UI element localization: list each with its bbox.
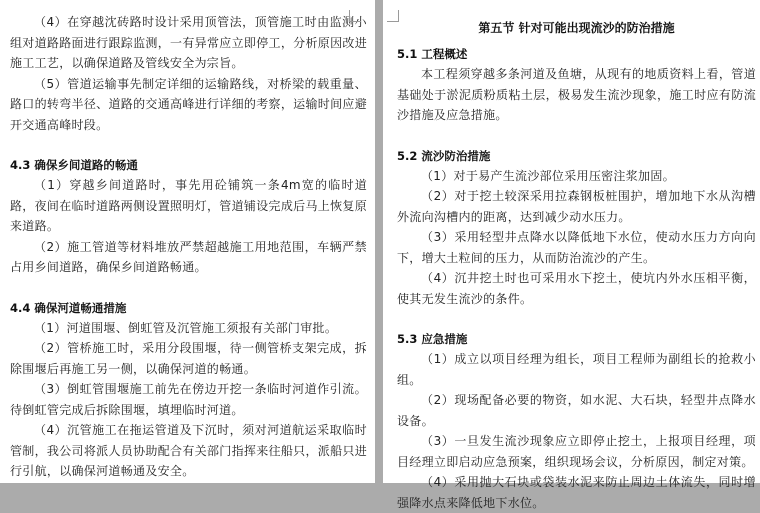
paragraph: （4）在穿越沈砖路时设计采用顶管法，顶管施工时由监测小组对道路路面进行跟踪监测，一有异常应立即停工，分析原因改进施工工艺，以确保道路及管线安全为宗旨。 <box>10 15 367 70</box>
paragraph: （3）倒虹管围堰施工前先在傍边开挖一条临时河道作引流。待倒虹管完成后拆除围堰，填埋临时河道。 <box>10 382 367 417</box>
paragraph: （4）沉井挖土时也可采用水下挖土，使坑内外水压相平衡，使其无发生流沙的条件。 <box>397 271 756 306</box>
paragraph: （1）成立以项目经理为组长，项目工程师为副组长的抢救小组。 <box>397 352 756 387</box>
paragraph: （1）河道围堰、倒虹管及沉管施工须报有关部门审批。 <box>34 320 338 335</box>
section-heading-4-3: 4.3 确保乡间道路的畅通 <box>10 158 138 172</box>
paragraph: （3）采用轻型井点降水以降低地下水位，使动水压力方向向下，增大土粒间的压力，从而防治流沙的产生。 <box>397 230 756 265</box>
section-heading-5-1: 5.1 工程概述 <box>397 47 468 61</box>
section-heading-5-3: 5.3 应急措施 <box>397 332 468 346</box>
page-corner-marker <box>387 10 399 22</box>
paragraph: （1）穿越乡间道路时，事先用砼铺筑一条4m宽的临时道路，夜间在临时道路两侧设置照明灯，管道铺设完成后马上恢复原来道路。 <box>10 178 367 233</box>
spacer <box>10 135 367 155</box>
spacer <box>10 278 367 298</box>
paragraph: （2）施工管道等材料堆放严禁超越施工用地范围，车辆严禁占用乡间道路，确保乡间道路畅通。 <box>10 239 367 274</box>
spacer <box>397 126 756 146</box>
document-page-right <box>383 0 760 510</box>
spacer <box>397 309 756 329</box>
chapter-title: 第五节 针对可能出现流沙的防治措施 <box>478 21 675 35</box>
paragraph: （5）管道运输事先制定详细的运输路线，对桥梁的载重量、路口的转弯半径、道路的交通高峰进行详细的考察，运输时间应避开交通高峰时段。 <box>10 76 367 132</box>
paragraph: （2）现场配备必要的物资，如水泥、大石块，轻型井点降水设备。 <box>397 393 756 428</box>
paragraph: （4）采用抛大石块或袋装水泥来防止周边土体流失，同时增强降水点来降低地下水位。 <box>397 475 756 510</box>
paragraph: 本工程须穿越多条河道及鱼塘，从现有的地质资料上看，管道基础处于淤泥质粉质粘土层，极易发生流沙现象，施工时应有防流沙措施及应急措施。 <box>397 67 756 122</box>
paragraph: （1）对于易产生流沙部位采用压密注浆加固。 <box>421 168 675 183</box>
paragraph: （2）对于挖土较深采用拉森钢板桩围护，增加地下水从沟槽外流向沟槽内的距离，达到减少动水压力。 <box>397 189 756 224</box>
section-heading-5-2: 5.2 流沙防治措施 <box>397 148 491 163</box>
paragraph: （2）管桥施工时，采用分段围堰，待一侧管桥支架完成，拆除围堰后再施工另一侧，以确保河道的畅通。 <box>10 341 367 376</box>
paragraph: （4）沉管施工在拖运管道及下沉时，须对河道航运采取临时管制，我公司将派人员协助配合有关部门指挥来往船只，派船只进行引航，以确保河道畅通及安全。 <box>10 423 367 478</box>
document-page-left <box>0 0 375 483</box>
section-heading-4-4: 4.4 确保河道畅通措施 <box>10 300 127 315</box>
paragraph: （3）一旦发生流沙现象应立即停止挖土，上报项目经理，项目经理立即启动应急预案，组织现场会议，分析原因，制定对策。 <box>397 434 756 469</box>
page-corner-marker <box>349 10 361 22</box>
